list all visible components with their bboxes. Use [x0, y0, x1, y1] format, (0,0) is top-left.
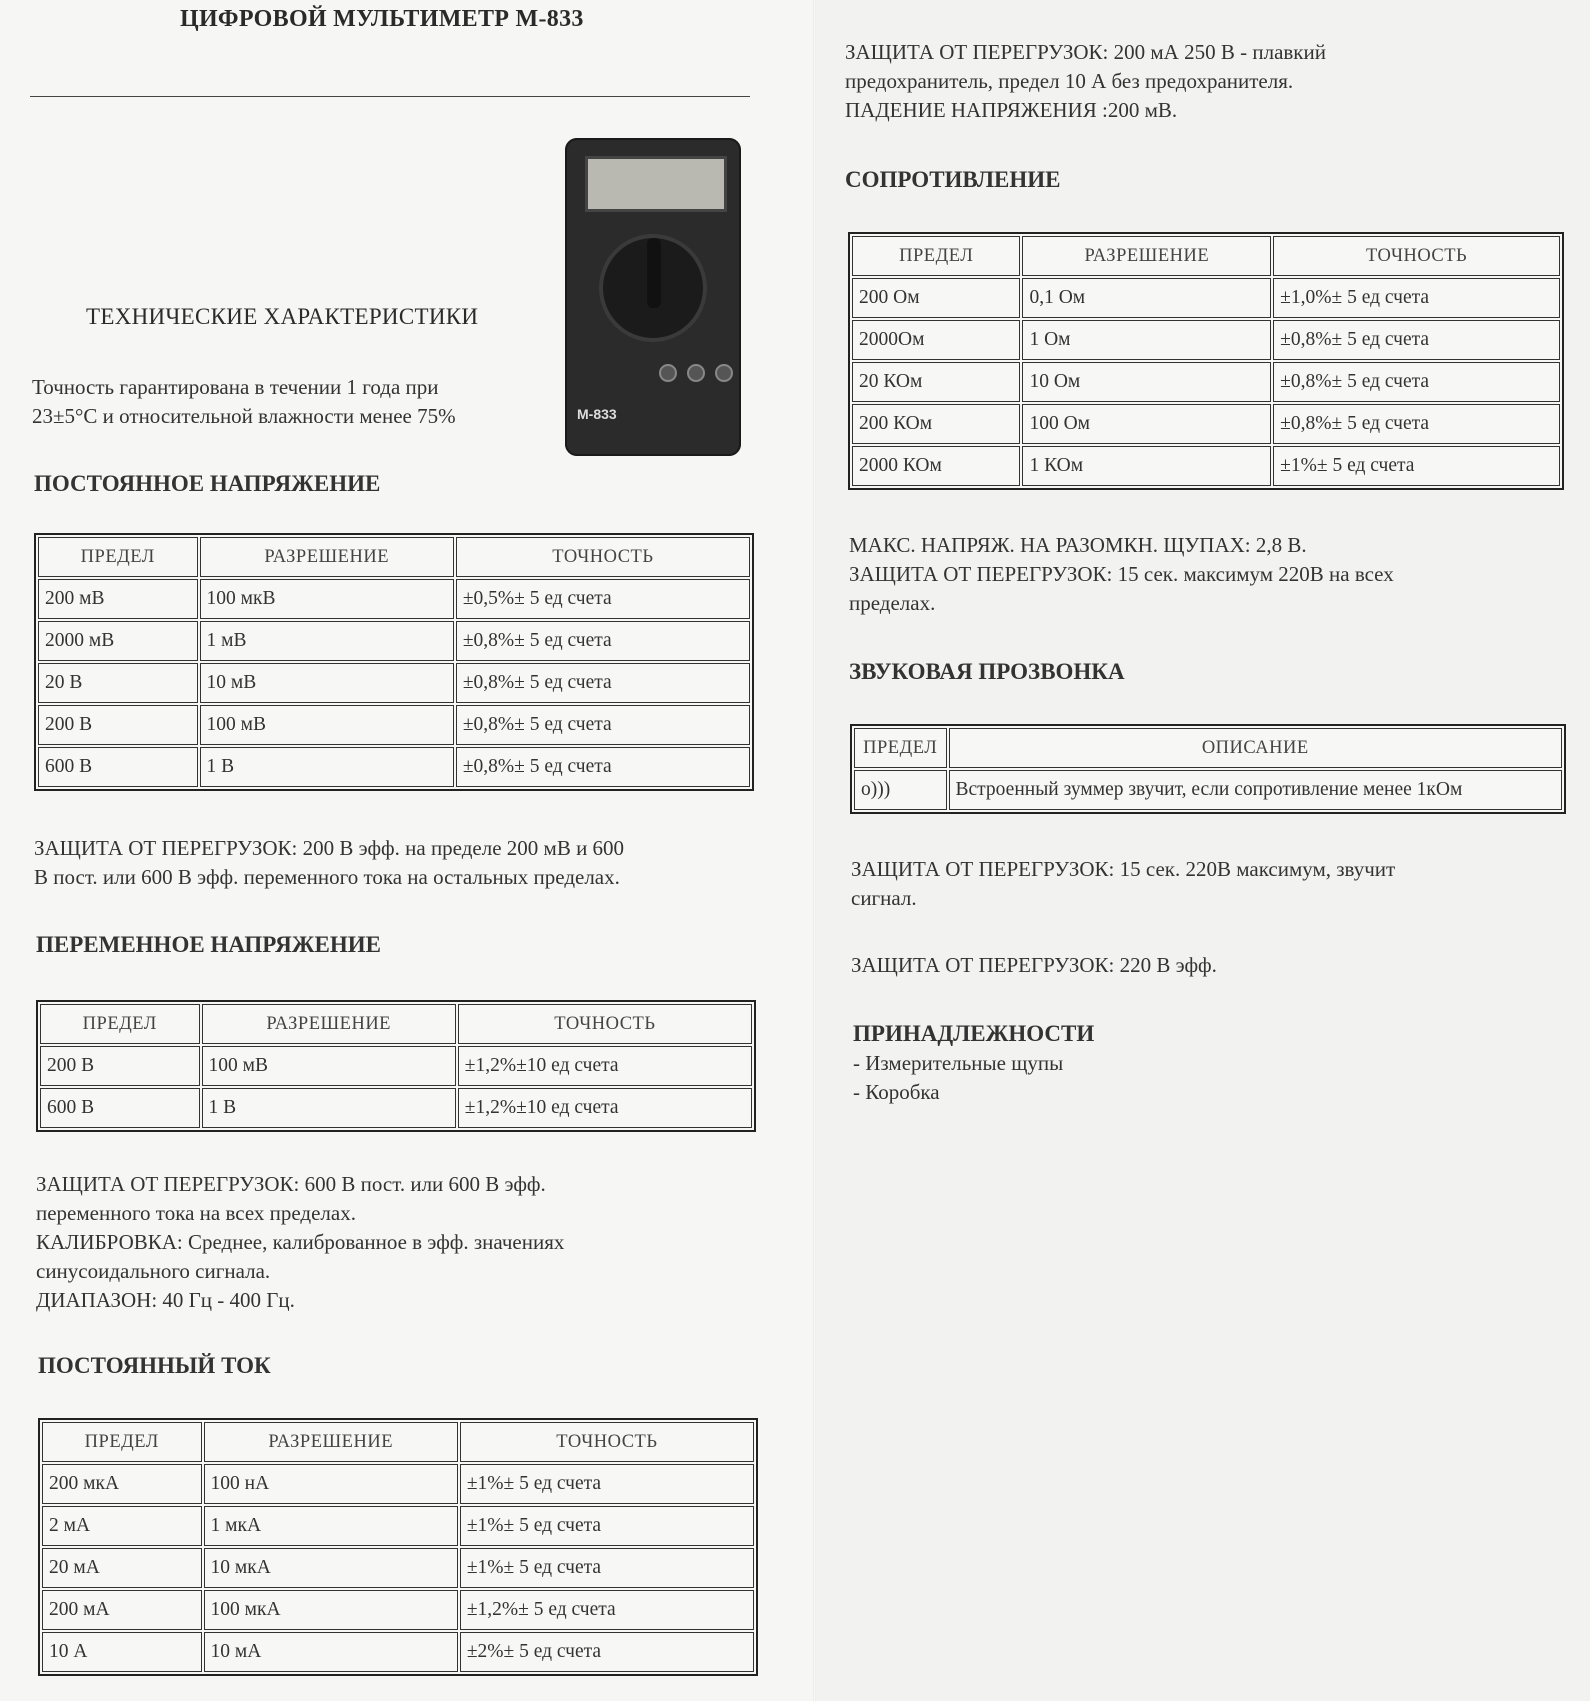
- table-row: [42, 1632, 754, 1672]
- note-line: ДИАПАЗОН: 40 Гц - 400 Гц.: [36, 1288, 295, 1312]
- header-cell: ТОЧНОСТЬ: [456, 537, 750, 577]
- table-cell: ±0,8%± 5 ед счета: [1273, 404, 1560, 444]
- table-cell: ±0,8%± 5 ед счета: [1273, 362, 1560, 402]
- note-line: ЗАЩИТА ОТ ПЕРЕГРУЗОК: 200 мА 250 В - плавкий: [845, 40, 1326, 64]
- table-cell: 100 мВ: [202, 1046, 456, 1086]
- table-cell: o))): [854, 770, 947, 810]
- header-cell: ТОЧНОСТЬ: [460, 1422, 754, 1462]
- note-line: КАЛИБРОВКА: Среднее, калиброванное в эфф. значениях: [36, 1230, 565, 1254]
- dcv-table: [34, 533, 754, 791]
- jack-com: [687, 364, 705, 382]
- lcd-display: [585, 156, 727, 212]
- header-cell: ТОЧНОСТЬ: [458, 1004, 752, 1044]
- table-cell: 100 нА: [204, 1464, 458, 1504]
- table-cell: 1 Ом: [1022, 320, 1271, 360]
- dca-heading: ПОСТОЯННЫЙ ТОК: [38, 1353, 271, 1378]
- accessories-list: [853, 1049, 1063, 1107]
- acv-note: [36, 1170, 564, 1315]
- jack-10a: [659, 364, 677, 382]
- table-row: [38, 621, 750, 661]
- table-cell: 200 мА: [42, 1590, 202, 1630]
- note-line: МАКС. НАПРЯЖ. НА РАЗОМКН. ЩУПАХ: 2,8 В.: [849, 533, 1307, 557]
- table-cell: 1 В: [202, 1088, 456, 1128]
- table-cell: ±0,8%± 5 ед счета: [456, 705, 750, 745]
- ohm-note: [849, 531, 1394, 618]
- device-model-label: M-833: [577, 406, 617, 422]
- table-row: [40, 1046, 752, 1086]
- table-row: [852, 362, 1560, 402]
- table-cell: 10 Ом: [1022, 362, 1271, 402]
- table-cell: 20 КОм: [852, 362, 1020, 402]
- note-line: ПАДЕНИЕ НАПРЯЖЕНИЯ :200 мВ.: [845, 98, 1178, 122]
- table-cell: 2000 КОм: [852, 446, 1020, 486]
- table-row: [42, 1464, 754, 1504]
- table-row: [42, 1506, 754, 1546]
- table-cell: 1 мкА: [204, 1506, 458, 1546]
- table-cell: 10 мА: [204, 1632, 458, 1672]
- intro-text: [32, 373, 456, 431]
- header-cell: РАЗРЕШЕНИЕ: [1022, 236, 1271, 276]
- note-line: ЗАЩИТА ОТ ПЕРЕГРУЗОК: 15 сек. максимум 220В на всех: [849, 562, 1394, 586]
- table-cell: 20 мА: [42, 1548, 202, 1588]
- table-cell: 200 мВ: [38, 579, 198, 619]
- ohm-heading: СОПРОТИВЛЕНИЕ: [845, 167, 1061, 192]
- table-row: [852, 446, 1560, 486]
- document-title: ЦИФРОВОЙ МУЛЬТИМЕТР М-833: [180, 6, 584, 32]
- list-item: - Измерительные щупы: [853, 1051, 1064, 1075]
- table-cell: 100 мВ: [200, 705, 454, 745]
- dca-note: [845, 38, 1326, 125]
- table-row: [852, 320, 1560, 360]
- table-cell: ±1,2%± 5 ед счета: [460, 1590, 754, 1630]
- note-line: предохранитель, предел 10 А без предохранителя.: [845, 69, 1294, 93]
- table-cell: ±0,8%± 5 ед счета: [456, 663, 750, 703]
- note-line: переменного тока на всех пределах.: [36, 1201, 356, 1225]
- jack-vohm: [715, 364, 733, 382]
- note-line: пределах.: [849, 591, 936, 615]
- title-rule: [30, 96, 750, 97]
- table-cell: 200 мкА: [42, 1464, 202, 1504]
- header-cell: ПРЕДЕЛ: [38, 537, 198, 577]
- header-cell: ПРЕДЕЛ: [40, 1004, 200, 1044]
- table-row: [852, 278, 1560, 318]
- table-cell: 200 В: [40, 1046, 200, 1086]
- table-cell: 200 Ом: [852, 278, 1020, 318]
- dcv-note: [34, 834, 624, 892]
- table-cell: 2 мА: [42, 1506, 202, 1546]
- dial-knob: [647, 238, 661, 308]
- accessories-heading: ПРИНАДЛЕЖНОСТИ: [853, 1021, 1095, 1046]
- table-cell: 20 В: [38, 663, 198, 703]
- table-cell: 1 В: [200, 747, 454, 787]
- table-row: [38, 579, 750, 619]
- table-row: [42, 1548, 754, 1588]
- table-row: [852, 404, 1560, 444]
- table-cell: 100 мкВ: [200, 579, 454, 619]
- table-header-row: [852, 236, 1560, 276]
- table-cell: ±0,8%± 5 ед счета: [1273, 320, 1560, 360]
- table-cell: ±1,2%±10 ед счета: [458, 1046, 752, 1086]
- note-line: сигнал.: [851, 886, 917, 910]
- header-cell: РАЗРЕШЕНИЕ: [200, 537, 454, 577]
- note-line: В пост. или 600 В эфф. переменного тока на остальных пределах.: [34, 865, 620, 889]
- note-line: синусоидального сигнала.: [36, 1259, 271, 1283]
- table-cell: 200 КОм: [852, 404, 1020, 444]
- table-cell: 1 КОм: [1022, 446, 1271, 486]
- table-cell: ±1,0%± 5 ед счета: [1273, 278, 1560, 318]
- table-cell: 600 В: [40, 1088, 200, 1128]
- specs-subtitle: ТЕХНИЧЕСКИЕ ХАРАКТЕРИСТИКИ: [86, 304, 479, 329]
- multimeter-image: [565, 138, 741, 456]
- table-header-row: [38, 537, 750, 577]
- table-cell: 100 мкА: [204, 1590, 458, 1630]
- page-fold: [813, 0, 816, 1701]
- table-cell: 10 мВ: [200, 663, 454, 703]
- table-cell: 600 В: [38, 747, 198, 787]
- table-cell: ±1,2%±10 ед счета: [458, 1088, 752, 1128]
- table-cell: 1 мВ: [200, 621, 454, 661]
- buzzer-table: [850, 724, 1566, 814]
- table-row: [40, 1088, 752, 1128]
- header-cell: РАЗРЕШЕНИЕ: [202, 1004, 456, 1044]
- table-cell: 10 А: [42, 1632, 202, 1672]
- table-row: [42, 1590, 754, 1630]
- table-cell: 100 Ом: [1022, 404, 1271, 444]
- header-cell: ПРЕДЕЛ: [852, 236, 1020, 276]
- table-cell: 2000 мВ: [38, 621, 198, 661]
- table-cell: ±1%± 5 ед счета: [460, 1548, 754, 1588]
- acv-heading: ПЕРЕМЕННОЕ НАПРЯЖЕНИЕ: [36, 932, 381, 957]
- header-cell: ОПИСАНИЕ: [949, 728, 1562, 768]
- acv-table: [36, 1000, 756, 1132]
- table-row: [854, 770, 1562, 810]
- intro-line: Точность гарантирована в течении 1 года при: [32, 375, 439, 399]
- table-row: [38, 747, 750, 787]
- table-cell: Встроенный зуммер звучит, если сопротивление менее 1кОм: [949, 770, 1562, 810]
- intro-line: 23±5°С и относительной влажности менее 75%: [32, 404, 456, 428]
- table-cell: ±2%± 5 ед счета: [460, 1632, 754, 1672]
- table-cell: ±1%± 5 ед счета: [460, 1464, 754, 1504]
- header-cell: ПРЕДЕЛ: [854, 728, 947, 768]
- overload-note: ЗАЩИТА ОТ ПЕРЕГРУЗОК: 220 В эфф.: [851, 953, 1217, 977]
- table-row: [38, 663, 750, 703]
- table-cell: ±0,8%± 5 ед счета: [456, 621, 750, 661]
- table-header-row: [40, 1004, 752, 1044]
- buzzer-note: [851, 855, 1395, 913]
- table-cell: 2000Ом: [852, 320, 1020, 360]
- note-line: ЗАЩИТА ОТ ПЕРЕГРУЗОК: 600 В пост. или 600 В эфф.: [36, 1172, 546, 1196]
- header-cell: РАЗРЕШЕНИЕ: [204, 1422, 458, 1462]
- table-row: [38, 705, 750, 745]
- note-line: ЗАЩИТА ОТ ПЕРЕГРУЗОК: 200 В эфф. на пределе 200 мВ и 600: [34, 836, 625, 860]
- list-item: - Коробка: [853, 1080, 940, 1104]
- table-cell: ±1%± 5 ед счета: [460, 1506, 754, 1546]
- table-cell: ±0,8%± 5 ед счета: [456, 747, 750, 787]
- note-line: ЗАЩИТА ОТ ПЕРЕГРУЗОК: 15 сек. 220В максимум, звучит: [851, 857, 1396, 881]
- dcv-heading: ПОСТОЯННОЕ НАПРЯЖЕНИЕ: [34, 471, 381, 496]
- table-header-row: [854, 728, 1562, 768]
- table-cell: ±1%± 5 ед счета: [1273, 446, 1560, 486]
- dca-table: [38, 1418, 758, 1676]
- header-cell: ПРЕДЕЛ: [42, 1422, 202, 1462]
- table-cell: 0,1 Ом: [1022, 278, 1271, 318]
- header-cell: ТОЧНОСТЬ: [1273, 236, 1560, 276]
- table-header-row: [42, 1422, 754, 1462]
- buzzer-heading: ЗВУКОВАЯ ПРОЗВОНКА: [849, 659, 1125, 684]
- table-cell: ±0,5%± 5 ед счета: [456, 579, 750, 619]
- ohm-table: [848, 232, 1564, 490]
- table-cell: 200 В: [38, 705, 198, 745]
- table-cell: 10 мкА: [204, 1548, 458, 1588]
